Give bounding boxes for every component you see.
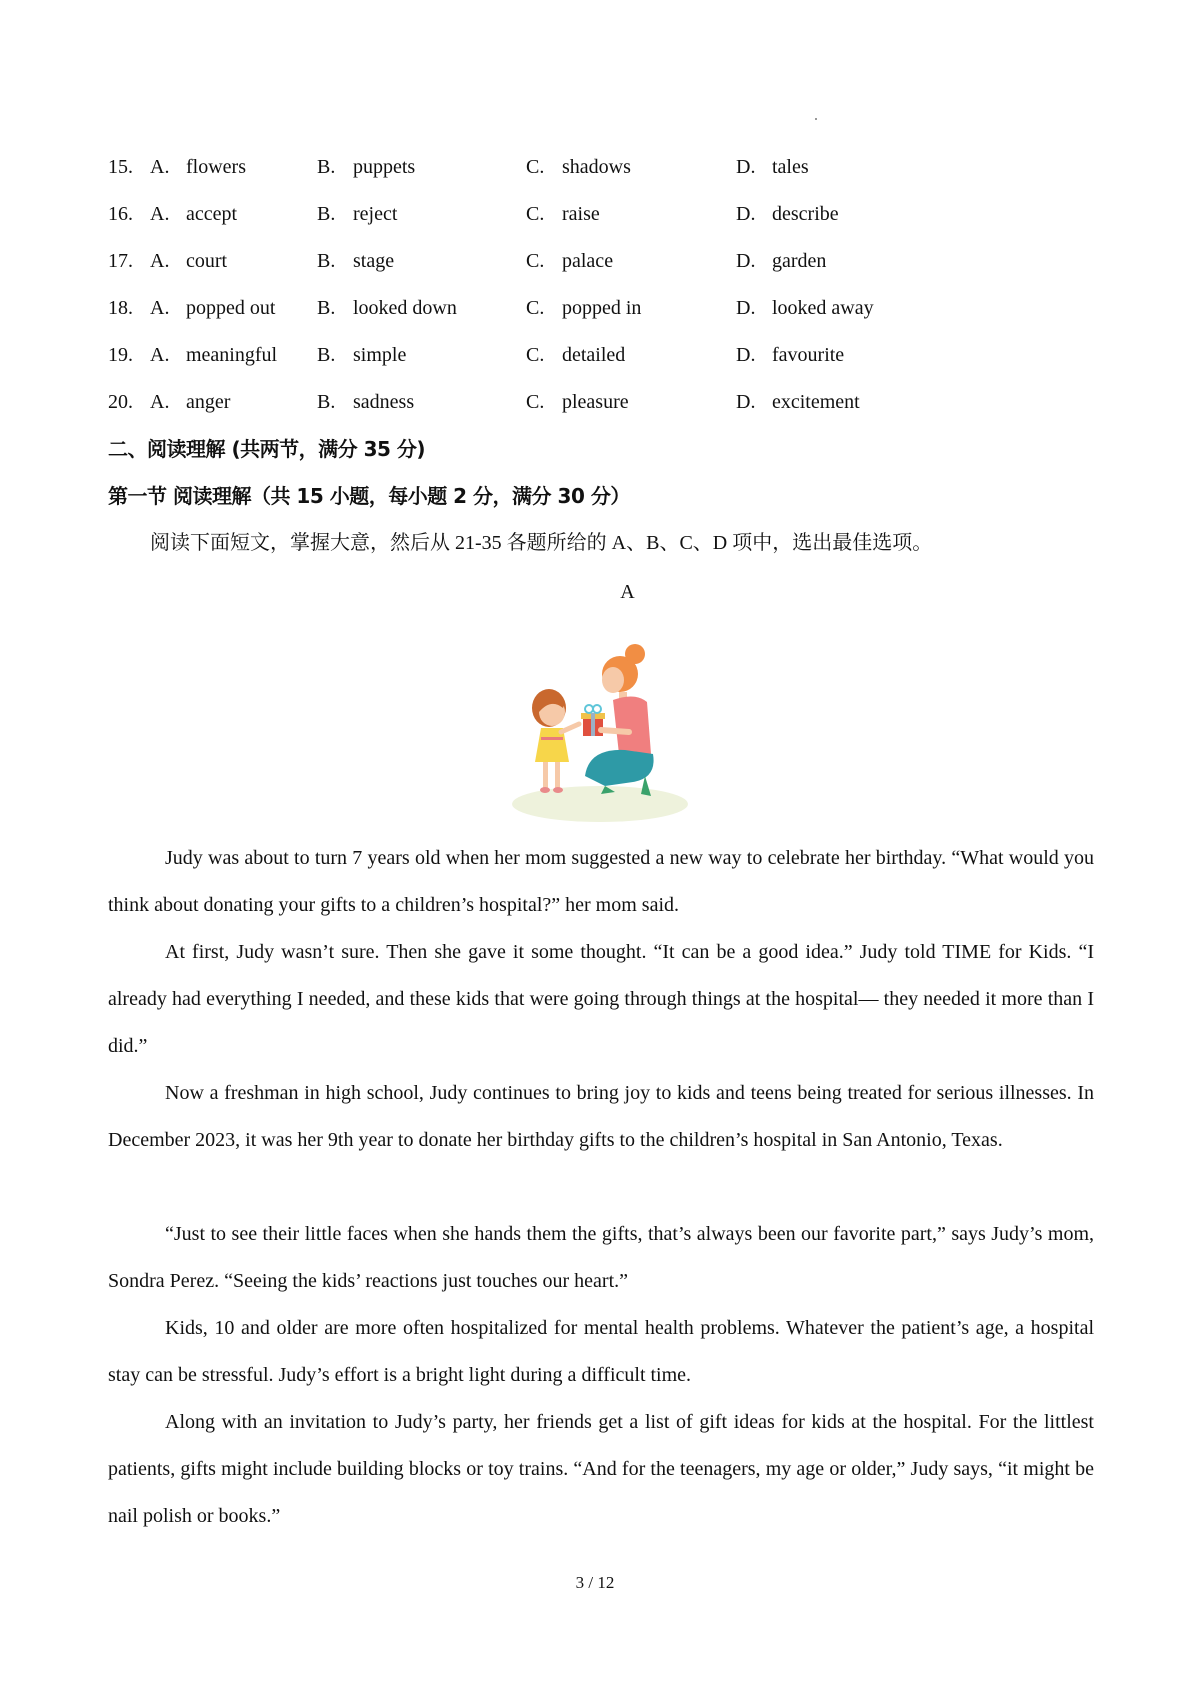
passage-paragraph-1: Judy was about to turn 7 years old when her mom suggested a new way to celebrate her birthday. “What would you think about donating your gifts to a children’s hospital?” her mom said. <box>108 847 1094 916</box>
option-a: A. court <box>150 250 228 272</box>
passage-paragraph-4: “Just to see their little faces when she hands them the gifts, that’s always been our favorite part,” says Judy’s mom, Sondra Perez. “Seeing the kids’ reactions just touches our heart.” <box>108 1223 1094 1292</box>
question-number: 19. <box>108 344 133 366</box>
passage-paragraph-5: Kids, 10 and older are more often hospitalized for mental health problems. Whatever the patient’s age, a hospital stay can be stressful. Judy’s effort is a bright light during a difficult time. <box>108 1317 1094 1386</box>
question-number: 18. <box>108 297 133 319</box>
option-b: B. simple <box>317 344 407 366</box>
option-c: C. raise <box>526 203 600 225</box>
option-c: C. popped in <box>526 297 642 319</box>
option-c: C. shadows <box>526 156 631 178</box>
option-a: A. accept <box>150 203 238 225</box>
option-a: A. meaningful <box>150 344 278 366</box>
passage-paragraph-2: At first, Judy wasn’t sure. Then she gave it some thought. “It can be a good idea.” Judy told TIME for Kids. “I already had everything I needed, and these kids that were going through things at the hospital— they needed it more than I did.” <box>108 941 1094 1057</box>
option-d: D. looked away <box>736 297 874 319</box>
section-heading: 二、阅读理解 (共两节，满分 35 分) <box>108 437 426 461</box>
option-a: A. anger <box>150 391 231 413</box>
option-d: D. garden <box>736 250 827 272</box>
option-a: A. popped out <box>150 297 276 319</box>
page-number: 3 / 12 <box>575 1573 615 1592</box>
option-b: B. stage <box>317 250 395 272</box>
option-c: C. palace <box>526 250 614 272</box>
option-b: B. sadness <box>317 391 415 413</box>
section-subheading: 第一节 阅读理解（共 15 小题，每小题 2 分，满分 30 分） <box>108 484 630 508</box>
option-b: B. reject <box>317 203 398 225</box>
stray-mark <box>815 118 817 120</box>
passage-paragraph-6: Along with an invitation to Judy’s party, her friends get a list of gift ideas for kids at the hospital. For the littlest patients, gifts might include building blocks or toy trains. “And for the teenagers, my age or older,” Judy says, “it might be nail polish or books.” <box>108 1411 1094 1527</box>
question-number: 16. <box>108 203 133 225</box>
option-c: C. detailed <box>526 344 626 366</box>
option-d: D. favourite <box>736 344 845 366</box>
question-number: 15. <box>108 156 133 178</box>
option-d: D. describe <box>736 203 839 225</box>
option-b: B. looked down <box>317 297 457 319</box>
option-c: C. pleasure <box>526 391 629 413</box>
option-a: A. flowers <box>150 156 246 178</box>
option-b: B. puppets <box>317 156 416 178</box>
option-d: D. excitement <box>736 391 860 413</box>
passage-label: A <box>620 581 635 603</box>
option-d: D. tales <box>736 156 809 178</box>
question-number: 17. <box>108 250 133 272</box>
passage-paragraph-3: Now a freshman in high school, Judy continues to bring joy to kids and teens being treated for serious illnesses. In December 2023, it was her 9th year to donate her birthday gifts to the children’s hospital in San Antonio, Texas. <box>108 1082 1094 1151</box>
question-number: 20. <box>108 391 133 413</box>
section-instruction: 阅读下面短文，掌握大意，然后从 21-35 各题所给的 A、B、C、D 项中，选出最佳选项。 <box>150 532 933 554</box>
gift-illustration-icon <box>505 636 695 826</box>
